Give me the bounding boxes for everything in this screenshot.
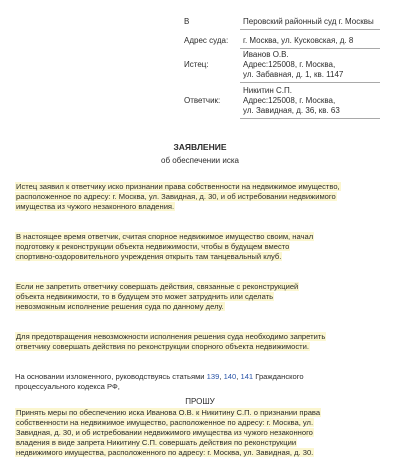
court-underline — [240, 29, 380, 30]
paragraph-line: процессуального кодекса РФ, — [15, 382, 120, 391]
article-141-link[interactable]: 141 — [240, 372, 254, 381]
paragraph-line: собственности на недвижимое имущество, расположенное по адресу: г. Москва, ул. — [16, 418, 314, 427]
plaintiff-name: Иванов О.В. — [243, 50, 289, 59]
defendant-name: Никитин С.П. — [243, 86, 292, 95]
paragraph-6 — [15, 408, 385, 458]
defendant-address-2: ул. Завидная, д. 36, кв. 63 — [243, 106, 340, 115]
paragraph-line: ответчику совершать действия по реконструкции спорного объекта недвижимости. — [16, 342, 309, 351]
court-address-label: Адрес суда: — [184, 36, 229, 45]
paragraph-line: Принять меры по обеспечению иска Иванова О.В. к Никитину С.П. о признании права — [16, 408, 321, 417]
plaintiff-underline — [240, 82, 380, 83]
paragraph-line: Завидная, д. 30, и об истребовании недвижимого имущества из чужого незаконного — [16, 428, 313, 437]
paragraph-line: владения в виде запрета Никитину С.П. совершать действия по реконструкции — [16, 438, 297, 447]
court-address-underline — [240, 48, 380, 49]
court-name: Перовский районный суд г. Москвы — [243, 17, 374, 26]
paragraph-line: Для предотвращения невозможности исполнения решения суда необходимо запретить — [16, 332, 326, 341]
defendant-underline — [240, 118, 380, 119]
paragraph-line: Если не запретить ответчику совершать действия, связанные с реконструкцией — [16, 282, 299, 291]
document-subtitle: об обеспечении иска — [161, 156, 239, 165]
paragraph-line: подготовку к реконструкции объекта недвижимости, чтобы в будущем вместо — [16, 242, 290, 251]
paragraph-line: имущества из чужого незаконного владения. — [16, 202, 175, 211]
paragraph-3 — [15, 282, 385, 312]
paragraph-5 — [15, 372, 385, 392]
paragraph-line: На основании изложенного, руководствуясь статьями 139, 140, 141 Гражданского — [15, 372, 304, 381]
plaintiff-address-1: Адрес:125008, г. Москва, — [243, 60, 336, 69]
request-heading: ПРОШУ — [185, 397, 215, 406]
document-title: ЗАЯВЛЕНИЕ — [173, 142, 227, 152]
paragraph-line: объекта недвижимости, то в будущем это может затруднить или сделать — [16, 292, 274, 301]
paragraph-4 — [15, 332, 385, 352]
paragraph-line: В настоящее время ответчик, считая спорное недвижимое имущество своим, начал — [16, 232, 314, 241]
article-139-link[interactable]: 139 — [206, 372, 220, 381]
paragraph-line: Истец заявил к ответчику иско признании права собственности на недвижимое имущество, — [16, 182, 340, 191]
defendant-label: Ответчик: — [184, 96, 221, 105]
defendant-address-1: Адрес:125008, г. Москва, — [243, 96, 336, 105]
court-address: г. Москва, ул. Кусковская, д. 8 — [243, 36, 354, 45]
paragraph-line: спортивно-оздоровительного учреждения открыть там танцевальный клуб. — [16, 252, 282, 261]
paragraph-1 — [15, 182, 385, 212]
paragraph-2 — [15, 232, 385, 262]
to-label: В — [184, 17, 190, 26]
article-140-link[interactable]: 140 — [223, 372, 237, 381]
paragraph-line: расположенное по адресу: г. Москва, ул. Завидная, д. 30, и об истребовании недвижимого — [16, 192, 336, 201]
plaintiff-address-2: ул. Забавная, д. 1, кв. 1147 — [243, 70, 344, 79]
plaintiff-label: Истец: — [184, 60, 209, 69]
paragraph-line: невозможным исполнение решения суда по данному делу. — [16, 302, 224, 311]
paragraph-line: недвижимого имущества, расположенного по адресу: г. Москва, ул. Завидная, д. 30. — [16, 448, 314, 457]
